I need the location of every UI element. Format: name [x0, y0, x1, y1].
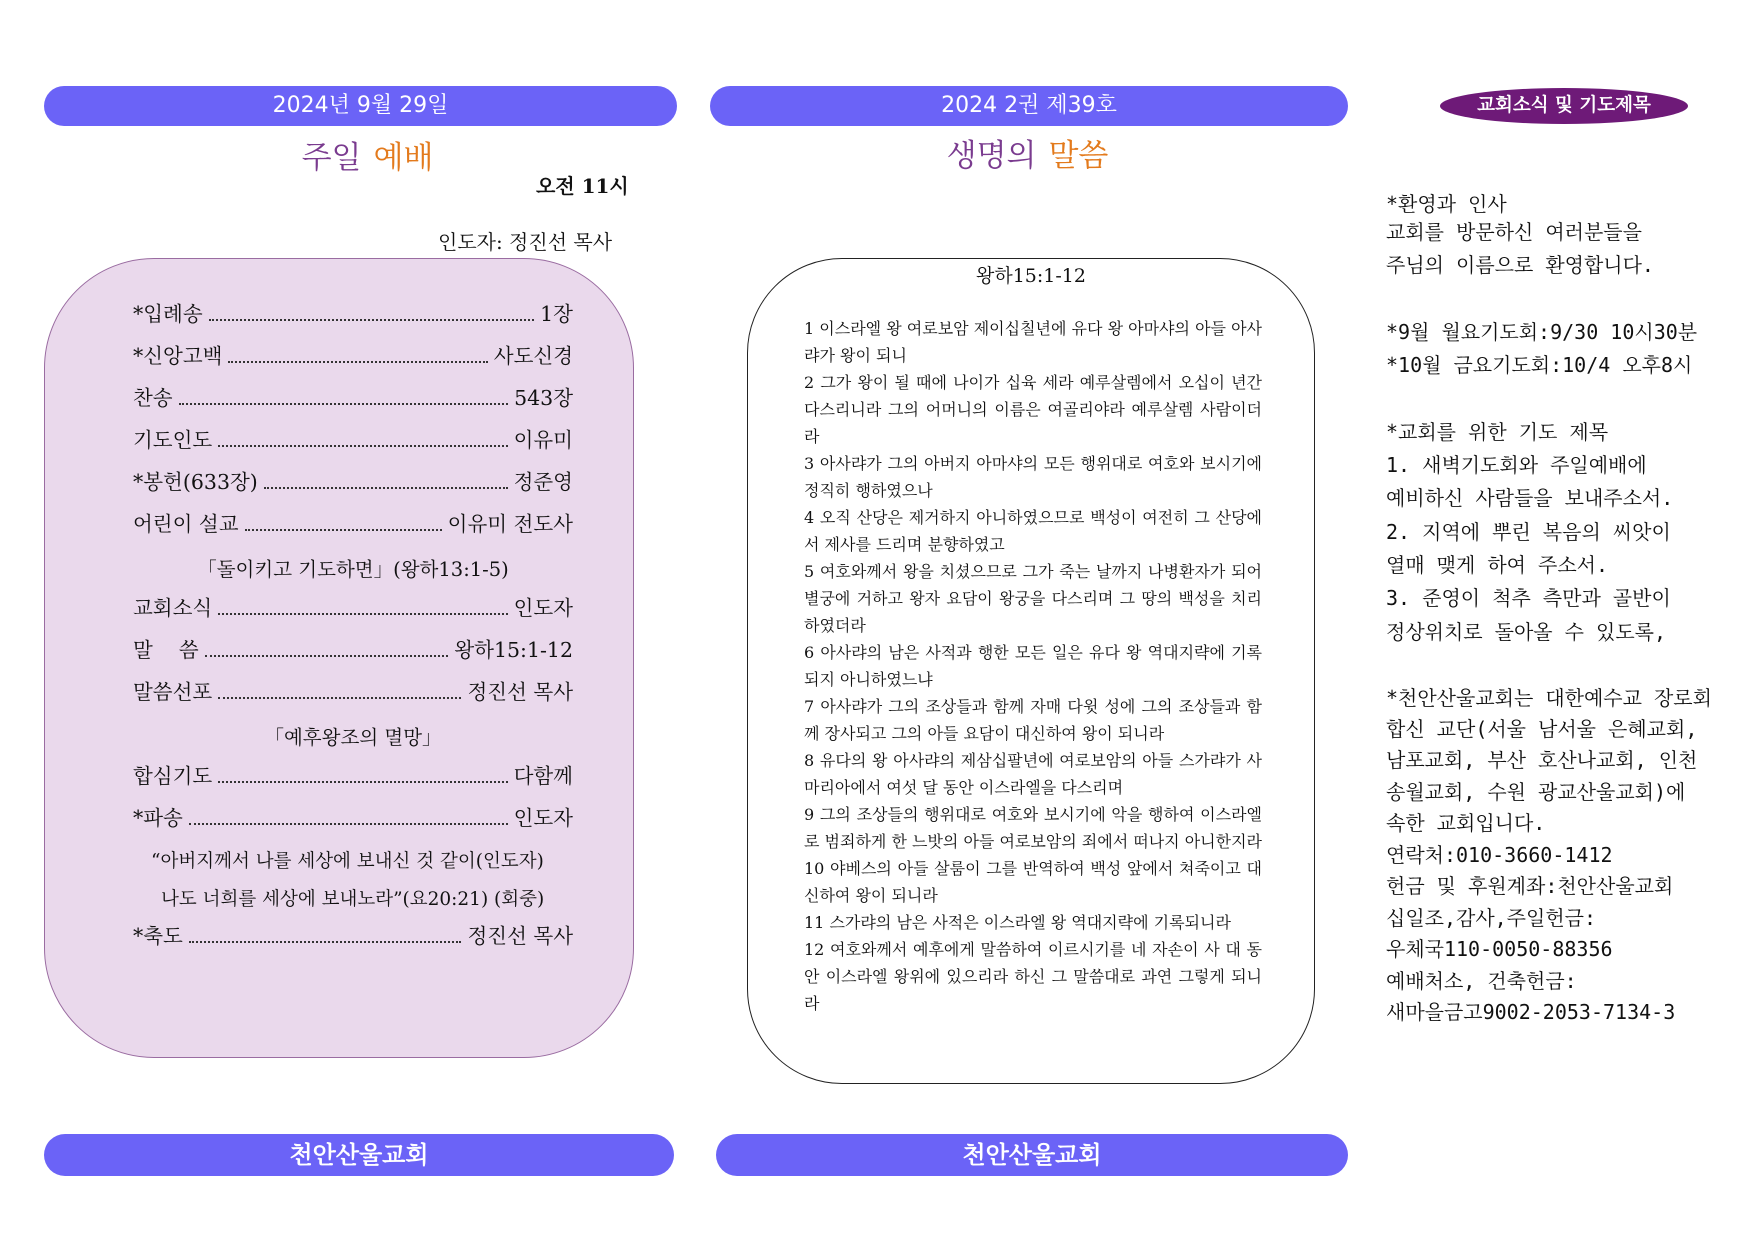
verse: 7 아사랴가 그의 조상들과 함께 자매 다윗 성에 그의 조상들과 함께 장사되고 그의 아들 요담이 대신하여 왕이 되니라	[804, 697, 1262, 743]
verse: 10 야베스의 아들 살룸이 그를 반역하여 백성 앞에서 쳐죽이고 대신하여 왕이 되니라	[804, 859, 1262, 905]
order-item-label: 어린이 설교	[133, 512, 239, 536]
news-line: *천안산울교회는 대한예수교 장로회	[1386, 686, 1712, 710]
order-item	[133, 423, 573, 465]
order-item-label: 교회소식	[133, 596, 213, 620]
leader-dots	[218, 445, 507, 447]
news-line: *9월 월요기도회:9/30 10시30분	[1386, 320, 1698, 344]
verse: 6 아사랴의 남은 사적과 행한 모든 일은 유다 왕 역대지략에 기록되지 아니하였느냐	[804, 643, 1262, 689]
news-line	[1386, 382, 1741, 416]
news-line: 2. 지역에 뿌린 복음의 씨앗이	[1386, 520, 1671, 544]
order-item-label: 찬송	[133, 386, 173, 410]
order-item-label: *입례송	[133, 302, 203, 326]
leader-dots	[189, 941, 462, 943]
leader-dots	[209, 319, 534, 321]
verse: 11 스가랴의 남은 사적은 이스라엘 왕 역대지략에 기록되니라	[804, 913, 1231, 932]
order-item	[133, 507, 573, 549]
news-line: 헌금 및 후원계좌:천안산울교회	[1386, 874, 1674, 898]
news-line: 예배처소, 건축헌금:	[1386, 969, 1577, 993]
news-line: 새마을금고9002-2053-7134-3	[1386, 1000, 1676, 1024]
service-time: 오전 11시	[536, 174, 629, 198]
church-name-footer-left: 천안산울교회	[44, 1134, 674, 1176]
scripture-title-part2: 말씀	[1048, 138, 1109, 174]
scripture-title-part1: 생명의	[946, 138, 1037, 174]
leader-dots	[179, 403, 508, 405]
order-item-label: *신앙고백	[133, 344, 223, 368]
order-item-value: 인도자	[513, 806, 573, 830]
order-item	[133, 381, 573, 423]
news-line: 남포교회, 부산 호산나교회, 인천	[1386, 748, 1698, 772]
leader-dots	[218, 781, 507, 783]
order-item	[133, 633, 573, 675]
news-line: 주님의 이름으로 환영합니다.	[1386, 253, 1654, 277]
order-item-value: 다함께	[513, 764, 573, 788]
church-name-footer-middle: 천안산울교회	[716, 1134, 1348, 1176]
verse: 5 여호와께서 왕을 치셨으므로 그가 죽는 날까지 나병환자가 되어 별궁에 거하고 왕자 요담이 왕궁을 다스리며 그 땅의 백성을 치리하였더라	[804, 562, 1262, 635]
issue-banner: 2024 2권 제39호	[710, 86, 1348, 126]
order-item-value: 왕하15:1-12	[454, 638, 573, 662]
news-line: *환영과 인사	[1386, 192, 1507, 216]
date-banner: 2024년 9월 29일	[44, 86, 677, 126]
news-line: 우체국110-0050-88356	[1386, 937, 1613, 961]
order-item-label: *축도	[133, 924, 183, 948]
service-title-part1: 주일	[301, 140, 362, 176]
order-item-value: 1장	[540, 302, 573, 326]
news-line	[1386, 649, 1741, 682]
verse-list	[804, 315, 1262, 1017]
order-item-value: 정진선 목사	[467, 924, 573, 948]
news-line: 예비하신 사람들을 보내주소서.	[1386, 486, 1674, 510]
leader-dots	[218, 613, 507, 615]
order-item	[133, 339, 573, 381]
order-item-label: 말 씀	[133, 638, 199, 662]
order-item-label: *파송	[133, 806, 183, 830]
service-leader: 인도자: 정진선 목사	[438, 230, 613, 254]
service-title	[200, 132, 535, 177]
news-line	[1386, 282, 1741, 316]
news-line: 송월교회, 수원 광교산울교회)에	[1386, 780, 1686, 804]
order-of-worship-list	[133, 297, 573, 961]
order-item-value: 이유미 전도사	[447, 512, 573, 536]
sending-quote-line1: “아버지께서 나를 세상에 보내신 것 같이(인도자)	[151, 851, 544, 872]
verse: 1 이스라엘 왕 여로보암 제이십칠년에 유다 왕 아마샤의 아들 아사랴가 왕이 되니	[804, 319, 1262, 365]
news-line: *교회를 위한 기도 제목	[1386, 420, 1609, 444]
order-item-value: 사도신경	[493, 344, 573, 368]
leader-dots	[245, 529, 442, 531]
news-line: 열매 맺게 하여 주소서.	[1386, 553, 1609, 577]
sending-quote-line2: 나도 너희를 세상에 보내노라”(요20:21) (회중)	[161, 889, 545, 910]
children-sermon-title: 「돌이키고 기도하면」(왕하13:1-5)	[197, 558, 509, 581]
scripture-reference: 왕하15:1-12	[976, 265, 1086, 287]
verse: 2 그가 왕이 될 때에 나이가 십육 세라 예루살렘에서 오십이 년간 다스리니라 그의 어머니의 이름은 여골리야라 예루살렘 사람이더라	[804, 373, 1262, 446]
order-item-value: 이유미	[513, 428, 573, 452]
order-item-label: 기도인도	[133, 428, 213, 452]
verse: 12 여호와께서 예후에게 말씀하여 이르시기를 네 자손이 사 대 동안 이스라엘 왕위에 있으리라 하신 그 말씀대로 과연 그렇게 되니라	[804, 940, 1262, 1013]
verse: 8 유다의 왕 아사랴의 제삼십팔년에 여로보암의 아들 스가랴가 사마리아에서 여섯 달 동안 이스라엘을 다스리며	[804, 751, 1262, 797]
service-title-part2: 예배	[373, 140, 434, 176]
news-line: 합신 교단(서울 남서울 은혜교회,	[1386, 717, 1698, 741]
news-line: *10월 금요기도회:10/4 오후8시	[1386, 353, 1693, 377]
order-of-worship-panel	[44, 258, 634, 1058]
order-item	[133, 591, 573, 633]
order-item-value: 정진선 목사	[467, 680, 573, 704]
news-line: 속한 교회입니다.	[1386, 811, 1546, 835]
leader-dots	[228, 361, 487, 363]
order-item-label: 합심기도	[133, 764, 213, 788]
order-item	[133, 801, 573, 843]
order-item-label: 말씀선포	[133, 680, 213, 704]
news-line: 1. 새벽기도회와 주일예배에	[1386, 453, 1647, 477]
verse: 4 오직 산당은 제거하지 아니하였으므로 백성이 여전히 그 산당에서 제사를 드리며 분향하였고	[804, 508, 1262, 554]
verse: 9 그의 조상들의 행위대로 여호와 보시기에 악을 행하여 이스라엘로 범죄하게 한 느밧의 아들 여로보암의 죄에서 떠나지 아니한지라	[804, 805, 1263, 851]
leader-dots	[264, 487, 508, 489]
scripture-panel	[747, 258, 1315, 1084]
order-item	[133, 465, 573, 507]
news-line: 연락처:010-3660-1412	[1386, 843, 1613, 867]
news-line: 정상위치로 돌아올 수 있도록,	[1386, 620, 1667, 644]
order-item	[133, 675, 573, 717]
news-header-badge: 교회소식 및 기도제목	[1440, 88, 1688, 124]
news-list	[1386, 188, 1741, 1028]
news-line: 십일조,감사,주일헌금:	[1386, 906, 1597, 930]
leader-dots	[218, 697, 461, 699]
leader-dots	[189, 823, 508, 825]
order-item-value: 인도자	[513, 596, 573, 620]
order-item	[133, 297, 573, 339]
news-line: 3. 준영이 척추 측만과 골반이	[1386, 586, 1671, 610]
order-item-value: 543장	[514, 386, 573, 410]
order-item-value: 정준영	[513, 470, 573, 494]
leader-dots	[205, 655, 449, 657]
order-item	[133, 759, 573, 801]
sermon-title: 「예후왕조의 멸망」	[264, 726, 442, 749]
verse: 3 아사랴가 그의 아버지 아마샤의 모든 행위대로 여호와 보시기에 정직히 행하였으나	[804, 454, 1262, 500]
news-line: 교회를 방문하신 여러분들을	[1386, 220, 1642, 244]
scripture-title	[860, 130, 1195, 175]
order-item-label: *봉헌(633장)	[133, 470, 258, 494]
order-item-benediction	[133, 919, 573, 961]
